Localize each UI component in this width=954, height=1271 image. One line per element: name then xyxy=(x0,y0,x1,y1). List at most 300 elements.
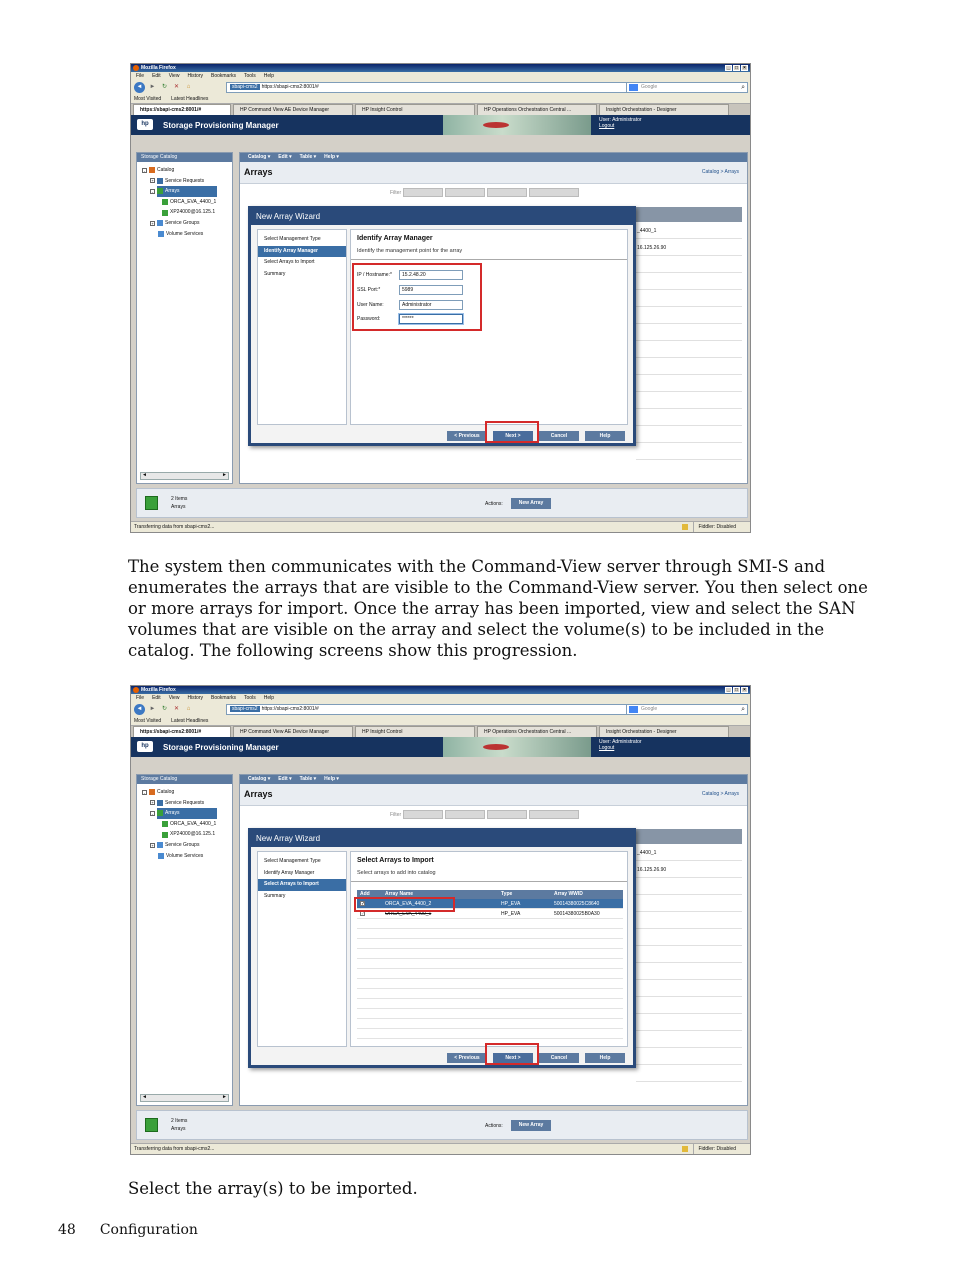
actions-label: Actions: xyxy=(485,501,503,507)
actions-label: Actions: xyxy=(485,1123,503,1129)
grid-line xyxy=(636,425,742,426)
filter-button[interactable] xyxy=(529,810,579,819)
tab-insight-control[interactable]: HP Insight Control xyxy=(355,104,475,115)
menu-help[interactable]: Help ▾ xyxy=(324,154,339,160)
catalog-tree xyxy=(137,784,232,861)
tree-item-orca-eva[interactable] xyxy=(142,197,232,208)
tab-bar xyxy=(131,726,750,737)
empty-row xyxy=(357,919,623,929)
previous-button[interactable]: < Previous xyxy=(447,1053,487,1063)
empty-row xyxy=(357,949,623,959)
menu-bar xyxy=(131,72,750,80)
bookmarks-bar xyxy=(131,95,750,104)
tree-label: Service Groups xyxy=(165,841,200,848)
empty-row xyxy=(357,1009,623,1019)
grid-line xyxy=(636,1047,742,1048)
array-icon xyxy=(162,821,168,827)
close-icon[interactable]: × xyxy=(741,65,748,71)
count-label: Arrays xyxy=(171,1126,186,1132)
maximize-icon[interactable]: □ xyxy=(734,687,739,693)
site-identity[interactable]: sbapi-cms2 xyxy=(232,84,258,90)
grid-line xyxy=(636,1064,742,1065)
step-select-management-type[interactable]: Select Management Type xyxy=(264,858,321,864)
tree-label: Volume Services xyxy=(166,852,204,859)
array-type-cell: HP_EVA xyxy=(501,911,521,917)
tree-label: XP24000@16.125.1 xyxy=(170,831,216,838)
search-box[interactable] xyxy=(626,82,748,93)
menu-bookmarks[interactable]: Bookmarks xyxy=(211,695,237,701)
reload-icon[interactable]: ↻ xyxy=(161,84,168,90)
tab-command-view[interactable]: HP Command View AE Device Manager xyxy=(233,104,353,115)
window-titlebar xyxy=(131,686,750,694)
grid-line xyxy=(636,459,742,460)
arrays-table xyxy=(357,890,623,1039)
menu-view[interactable]: View xyxy=(168,695,180,701)
search-icon[interactable]: ⌕ xyxy=(741,84,745,91)
url-bar[interactable] xyxy=(226,704,646,715)
item-count xyxy=(171,1117,187,1133)
column-array-wwid[interactable]: Array WWID xyxy=(554,891,583,897)
wizard-title: New Array Wizard xyxy=(251,209,633,225)
empty-row xyxy=(357,1019,623,1029)
wizard-title: New Array Wizard xyxy=(251,831,633,847)
catalog-tree xyxy=(137,162,232,239)
catalog-icon xyxy=(149,789,155,795)
grid-header xyxy=(636,207,742,222)
grid-line xyxy=(636,442,742,443)
sidebar-scrollbar[interactable] xyxy=(140,472,229,480)
previous-button[interactable]: < Previous xyxy=(447,431,487,441)
page-footer xyxy=(58,1222,198,1238)
highlight-box xyxy=(354,897,455,912)
home-icon[interactable]: ⌂ xyxy=(186,706,191,712)
menu-help[interactable]: Help ▾ xyxy=(324,776,339,782)
filter-button[interactable] xyxy=(445,810,485,819)
ssl-port-input[interactable]: 5989 xyxy=(399,285,463,295)
user-name-label: User Name: xyxy=(357,302,384,308)
count-value: 2 Items xyxy=(171,1118,188,1124)
ip-hostname-input[interactable]: 15.2.48.20 xyxy=(399,270,463,280)
highlight-box xyxy=(485,1043,539,1065)
filter-label: Filter xyxy=(390,189,402,196)
service-groups-icon xyxy=(157,220,163,226)
tab-operations-orchestration[interactable]: HP Operations Orchestration Central ... xyxy=(477,104,597,115)
tree-label: Catalog xyxy=(157,167,175,173)
empty-row xyxy=(357,929,623,939)
wizard-steps xyxy=(257,229,347,425)
user-name-input[interactable]: Administrator xyxy=(399,300,463,310)
hummingbird-banner-image xyxy=(443,737,591,757)
array-name-cell: ORCA_EVA_4400_2 xyxy=(385,901,432,907)
grid-line xyxy=(636,323,742,324)
bookmark-latest-headlines[interactable]: Latest Headlines xyxy=(171,96,209,102)
tree-item-orca-eva[interactable] xyxy=(142,819,232,830)
service-requests-icon xyxy=(157,800,163,806)
collapse-icon[interactable]: - xyxy=(151,188,154,194)
bookmarks-bar xyxy=(131,717,750,726)
filter-button[interactable] xyxy=(529,188,579,197)
hp-logo: hp xyxy=(137,741,153,752)
array-type-cell: HP_EVA xyxy=(501,901,521,907)
status-footer xyxy=(136,488,748,518)
volume-services-icon xyxy=(158,853,164,859)
breadcrumb[interactable]: Catalog > Arrays xyxy=(701,791,739,797)
page-header xyxy=(240,784,747,806)
tree-label: Volume Services xyxy=(166,230,204,237)
sidebar-header: Storage Catalog xyxy=(137,775,232,784)
grid-line xyxy=(636,255,742,256)
help-button[interactable]: Help xyxy=(585,431,625,441)
empty-row xyxy=(357,979,623,989)
next-button[interactable]: Next > xyxy=(493,1053,533,1063)
user-name: Administrator xyxy=(612,117,642,123)
section-name: Configuration xyxy=(99,1222,198,1238)
tab-operations-orchestration[interactable]: HP Operations Orchestration Central ... xyxy=(477,726,597,737)
forward-icon[interactable]: ► xyxy=(149,706,156,712)
grid-line xyxy=(636,996,742,997)
lock-icon xyxy=(682,524,688,530)
array-wwid-cell: 50014380025C8640 xyxy=(554,901,600,907)
hp-logo: hp xyxy=(137,119,153,130)
bookmark-latest-headlines[interactable]: Latest Headlines xyxy=(171,718,209,724)
menu-tools[interactable]: Tools xyxy=(244,73,256,79)
empty-row xyxy=(357,939,623,949)
menu-catalog[interactable]: Catalog ▾ xyxy=(248,154,271,160)
minimize-icon[interactable]: _ xyxy=(725,65,732,71)
grid-line xyxy=(636,860,742,861)
user-name: Administrator xyxy=(612,739,642,745)
collapse-icon[interactable]: - xyxy=(143,167,146,173)
menu-tools[interactable]: Tools xyxy=(244,695,256,701)
tree-item-arrays[interactable] xyxy=(142,186,232,197)
ip-label: IP / Hostname:* xyxy=(357,272,392,278)
menu-edit[interactable]: Edit ▾ xyxy=(278,776,292,782)
column-add[interactable]: Add xyxy=(360,891,370,897)
grid-line xyxy=(636,306,742,307)
arrays-icon xyxy=(145,496,158,510)
status-text: Transferring data from sbapi-cms2... xyxy=(134,1146,215,1152)
tree-item-xp24000[interactable] xyxy=(142,207,232,218)
grid-line xyxy=(636,289,742,290)
tree-item-volume-services[interactable] xyxy=(142,229,232,240)
wizard-description: Select arrays to add into catalog xyxy=(357,870,436,876)
close-icon[interactable]: × xyxy=(741,687,748,693)
stop-icon[interactable]: ✕ xyxy=(173,84,180,90)
menu-history[interactable]: History xyxy=(187,73,203,79)
menu-catalog[interactable]: Catalog ▾ xyxy=(248,776,271,782)
window-titlebar xyxy=(131,64,750,72)
wizard-body xyxy=(350,851,628,1047)
array-icon xyxy=(162,832,168,838)
wizard-heading: Identify Array Manager xyxy=(357,235,433,242)
main-menu xyxy=(240,775,747,784)
empty-row xyxy=(357,999,623,1009)
grid-line xyxy=(636,340,742,341)
filter-row xyxy=(390,188,579,197)
grid-line xyxy=(636,1013,742,1014)
app-header xyxy=(131,737,750,757)
browser-status-bar xyxy=(131,1143,750,1154)
tab-spm[interactable]: https://sbapi-cms2:8001/# xyxy=(133,726,231,737)
empty-row xyxy=(357,1029,623,1039)
minimize-icon[interactable]: _ xyxy=(725,687,732,693)
menu-edit[interactable]: Edit xyxy=(152,695,161,701)
app-title: Storage Provisioning Manager xyxy=(163,121,279,130)
filter-button[interactable] xyxy=(403,188,443,197)
step-select-arrays[interactable]: Select Arrays to Import xyxy=(258,879,346,891)
menu-history[interactable]: History xyxy=(187,695,203,701)
tree-item-service-groups[interactable] xyxy=(142,218,232,229)
menu-edit[interactable]: Edit xyxy=(152,73,161,79)
collapse-icon[interactable]: - xyxy=(143,789,146,795)
tab-spm[interactable]: https://sbapi-cms2:8001/# xyxy=(133,104,231,115)
step-summary[interactable]: Summary xyxy=(264,892,286,899)
stop-icon[interactable]: ✕ xyxy=(173,706,180,712)
array-name-cell: ORCA_EVA_4400_1 xyxy=(385,911,432,917)
tree-label: Arrays xyxy=(165,810,180,817)
grid-line xyxy=(636,272,742,273)
grid-line xyxy=(636,357,742,358)
page-title: Arrays xyxy=(244,167,273,177)
step-select-arrays[interactable]: Select Arrays to Import xyxy=(264,259,315,265)
tree-item-catalog[interactable] xyxy=(142,165,232,176)
service-groups-icon xyxy=(157,842,163,848)
wizard-description: Identify the management point for the array xyxy=(357,248,463,254)
cancel-button[interactable]: Cancel xyxy=(539,431,579,441)
password-input[interactable]: ****** xyxy=(399,314,463,324)
menu-help[interactable]: Help xyxy=(263,695,274,701)
tree-item-catalog[interactable] xyxy=(142,787,232,798)
tab-insight-orchestration[interactable]: Insight Orchestration - Designer xyxy=(599,726,729,737)
expand-icon[interactable]: + xyxy=(151,220,154,226)
url-text: https://sbapi-cms2:8001/# xyxy=(261,706,319,712)
logout-link[interactable]: Logout xyxy=(599,745,615,751)
filter-button[interactable] xyxy=(403,810,443,819)
main-menu xyxy=(240,153,747,162)
add-checkbox-disabled[interactable]: ✓ xyxy=(361,911,366,918)
forward-icon[interactable]: ► xyxy=(149,84,156,90)
new-array-wizard xyxy=(248,206,636,446)
menu-edit[interactable]: Edit ▾ xyxy=(278,154,292,160)
tab-bar xyxy=(131,104,750,115)
expand-icon[interactable]: + xyxy=(151,800,154,806)
tree-item-service-requests[interactable] xyxy=(142,798,232,809)
tree-item-arrays[interactable] xyxy=(142,808,232,819)
help-button[interactable]: Help xyxy=(585,1053,625,1063)
sidebar-header: Storage Catalog xyxy=(137,153,232,162)
step-identify-array-manager[interactable]: Identify Array Manager xyxy=(264,869,315,876)
expand-icon[interactable]: + xyxy=(151,842,154,848)
grid-line xyxy=(636,894,742,895)
filter-button[interactable] xyxy=(487,188,527,197)
screenshot-identify-array-manager xyxy=(130,63,751,533)
column-type[interactable]: Type xyxy=(501,891,513,897)
grid-line xyxy=(636,374,742,375)
empty-row xyxy=(357,989,623,999)
tree-label: Service Requests xyxy=(165,799,205,806)
storage-catalog-sidebar xyxy=(136,774,233,1106)
menu-file[interactable]: File xyxy=(136,73,145,79)
sidebar-scrollbar[interactable] xyxy=(140,1094,229,1102)
back-icon[interactable]: ◄ xyxy=(134,82,145,93)
menu-table[interactable]: Table ▾ xyxy=(299,776,317,782)
tree-label: XP24000@16.125.1 xyxy=(170,209,216,216)
menu-table[interactable]: Table ▾ xyxy=(299,154,317,160)
array-icon xyxy=(162,199,168,205)
app-header xyxy=(131,115,750,135)
tab-command-view[interactable]: HP Command View AE Device Manager xyxy=(233,726,353,737)
window-title: Mozilla Firefox xyxy=(141,687,176,693)
bookmark-most-visited[interactable]: Most Visited xyxy=(134,96,162,102)
new-array-button[interactable]: New Array xyxy=(511,498,551,509)
count-value: 2 Items xyxy=(171,496,188,502)
grid-cell: 16.125.26.90 xyxy=(637,867,667,873)
user-info xyxy=(599,739,642,751)
site-identity[interactable]: sbapi-cms2 xyxy=(232,706,258,712)
menu-help[interactable]: Help xyxy=(263,73,274,79)
search-placeholder: Google xyxy=(641,84,658,90)
highlight-box xyxy=(352,263,482,331)
reload-icon[interactable]: ↻ xyxy=(161,706,168,712)
fiddler-status[interactable]: Fiddler: Disabled xyxy=(693,522,736,533)
menu-bookmarks[interactable]: Bookmarks xyxy=(211,73,237,79)
bookmark-most-visited[interactable]: Most Visited xyxy=(134,718,162,724)
tree-label: Service Requests xyxy=(165,177,205,184)
collapse-icon[interactable]: - xyxy=(151,810,154,816)
page-number: 48 xyxy=(58,1222,76,1238)
maximize-icon[interactable]: □ xyxy=(734,65,739,71)
step-select-management-type[interactable]: Select Management Type xyxy=(264,236,321,242)
tree-item-volume-services[interactable] xyxy=(142,851,232,862)
arrays-icon xyxy=(157,810,163,816)
search-icon[interactable]: ⌕ xyxy=(741,706,745,713)
wizard-heading: Select Arrays to Import xyxy=(357,857,434,864)
array-icon xyxy=(162,210,168,216)
url-text: https://sbapi-cms2:8001/# xyxy=(261,84,319,90)
grid-line xyxy=(636,945,742,946)
google-icon xyxy=(629,706,638,713)
lock-icon xyxy=(682,1146,688,1152)
filter-button[interactable] xyxy=(487,810,527,819)
grid-line xyxy=(636,962,742,963)
grid-line xyxy=(636,911,742,912)
column-array-name[interactable]: Array Name xyxy=(385,891,414,897)
menu-file[interactable]: File xyxy=(136,695,145,701)
tree-label: ORCA_EVA_4400_1 xyxy=(170,820,217,827)
home-icon[interactable]: ⌂ xyxy=(186,84,191,90)
status-text: Transferring data from sbapi-cms2... xyxy=(134,524,215,530)
tab-insight-orchestration[interactable]: Insight Orchestration - Designer xyxy=(599,104,729,115)
user-info xyxy=(599,117,642,129)
arrays-icon xyxy=(145,1118,158,1132)
tree-item-service-requests[interactable] xyxy=(142,176,232,187)
figure-caption: Select the array(s) to be imported. xyxy=(128,1179,418,1198)
catalog-icon xyxy=(149,167,155,173)
url-bar[interactable] xyxy=(226,82,646,93)
wizard-body xyxy=(350,229,628,425)
grid-line xyxy=(636,877,742,878)
array-wwid-cell: 50014380025B0A30 xyxy=(554,911,600,917)
grid-cell: _4400_1 xyxy=(637,850,657,856)
navigation-toolbar xyxy=(131,80,750,95)
grid-line xyxy=(636,391,742,392)
menu-view[interactable]: View xyxy=(168,73,180,79)
grid-line xyxy=(636,1081,742,1082)
item-count xyxy=(171,495,187,511)
search-placeholder: Google xyxy=(641,706,658,712)
menu-bar xyxy=(131,694,750,702)
tree-label: Arrays xyxy=(165,188,180,195)
page-title: Arrays xyxy=(244,789,273,799)
grid-line xyxy=(636,408,742,409)
expand-icon[interactable]: + xyxy=(151,178,154,184)
back-icon[interactable]: ◄ xyxy=(134,704,145,715)
navigation-toolbar xyxy=(131,702,750,717)
tab-insight-control[interactable]: HP Insight Control xyxy=(355,726,475,737)
new-array-button[interactable]: New Array xyxy=(511,1120,551,1131)
ssl-port-label: SSL Port:* xyxy=(357,287,381,293)
arrays-icon xyxy=(157,188,163,194)
service-requests-icon xyxy=(157,178,163,184)
divider xyxy=(351,259,627,260)
tree-label: ORCA_EVA_4400_1 xyxy=(170,198,217,205)
tree-item-service-groups[interactable] xyxy=(142,840,232,851)
grid-cell: _4400_1 xyxy=(637,228,657,234)
grid-header xyxy=(636,829,742,844)
logout-link[interactable]: Logout xyxy=(599,123,615,129)
firefox-icon xyxy=(133,687,139,693)
firefox-icon xyxy=(133,65,139,71)
status-footer xyxy=(136,1110,748,1140)
tree-item-xp24000[interactable] xyxy=(142,829,232,840)
page-header xyxy=(240,162,747,184)
tree-label: Service Groups xyxy=(165,219,200,226)
password-label: Password: xyxy=(357,316,381,322)
filter-button[interactable] xyxy=(445,188,485,197)
window-title: Mozilla Firefox xyxy=(141,65,176,71)
google-icon xyxy=(629,84,638,91)
body-paragraph: The system then communicates with the Command-View server through SMI-S and enumerates the arrays that are visible to the Command-View server. You then select one or more arrays for import. Once the array has been imported, view and select the SAN volumes that are visible on the array and select the volume(s) to be included in the catalog. The following screens show this progression. xyxy=(128,557,868,660)
storage-catalog-sidebar xyxy=(136,152,233,484)
cancel-button[interactable]: Cancel xyxy=(539,1053,579,1063)
user-label: User: xyxy=(599,739,611,745)
window-controls xyxy=(725,65,748,71)
count-label: Arrays xyxy=(171,504,186,510)
search-box[interactable] xyxy=(626,704,748,715)
grid-line xyxy=(636,979,742,980)
app-title: Storage Provisioning Manager xyxy=(163,743,279,752)
next-button[interactable]: Next > xyxy=(493,431,533,441)
step-summary[interactable]: Summary xyxy=(264,270,286,277)
filter-label: Filter xyxy=(390,811,402,818)
browser-status-bar xyxy=(131,521,750,532)
add-checkbox-checked[interactable]: ✓ xyxy=(361,901,366,908)
screenshot-select-arrays xyxy=(130,685,751,1155)
volume-services-icon xyxy=(158,231,164,237)
highlight-box xyxy=(485,421,539,443)
fiddler-status[interactable]: Fiddler: Disabled xyxy=(693,1144,736,1155)
grid-line xyxy=(636,238,742,239)
breadcrumb[interactable]: Catalog > Arrays xyxy=(701,169,739,175)
step-identify-array-manager[interactable]: Identify Array Manager xyxy=(258,246,346,258)
new-array-wizard xyxy=(248,828,636,1068)
divider xyxy=(351,881,627,882)
tree-label: Catalog xyxy=(157,789,175,795)
empty-row xyxy=(357,959,623,969)
wizard-steps xyxy=(257,851,347,1047)
window-controls xyxy=(725,687,748,693)
user-label: User: xyxy=(599,117,611,123)
